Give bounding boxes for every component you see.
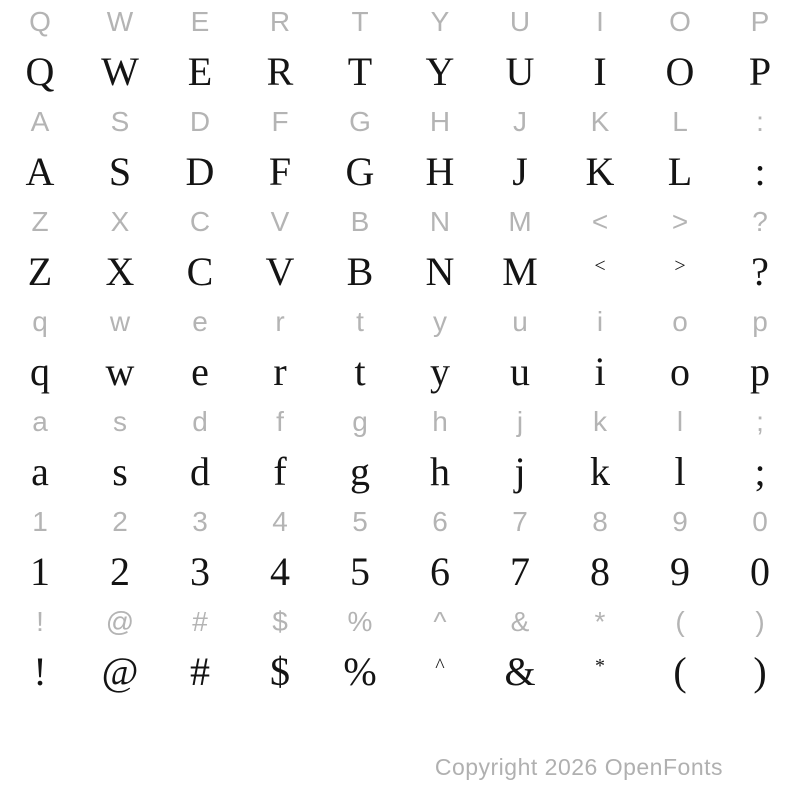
glyph-cell: r bbox=[275, 306, 285, 337]
glyph-cell: A bbox=[30, 106, 50, 137]
glyph-cell: T bbox=[351, 6, 369, 37]
glyph-cell: < bbox=[591, 206, 609, 237]
glyph-cell: ; bbox=[756, 406, 764, 437]
glyph-cell: J bbox=[512, 149, 528, 194]
glyph-cell: y bbox=[433, 306, 447, 337]
glyph-cell: 0 bbox=[750, 549, 770, 594]
glyph-cell: D bbox=[185, 149, 215, 194]
glyph-cell: q bbox=[30, 349, 50, 394]
glyph-cell: f bbox=[273, 449, 287, 494]
glyph-cell: ( bbox=[675, 606, 685, 637]
glyph-cell: & bbox=[510, 606, 530, 637]
glyph-cell: O bbox=[665, 49, 695, 94]
glyph-cell: W bbox=[106, 6, 134, 37]
glyph-cell: a bbox=[31, 449, 49, 494]
glyph-cell: 3 bbox=[190, 549, 210, 594]
glyph-cell: ! bbox=[36, 606, 44, 637]
glyph-cell: @ bbox=[101, 649, 139, 694]
glyph-cell: ) bbox=[755, 606, 765, 637]
glyph-cell: I bbox=[596, 6, 604, 37]
glyph-cell: A bbox=[25, 149, 55, 194]
glyph-cell: $ bbox=[272, 606, 288, 637]
glyph-cell: 3 bbox=[192, 506, 208, 537]
glyph-cell: w bbox=[109, 306, 131, 337]
glyph-cell: o bbox=[670, 349, 690, 394]
glyph-cell: N bbox=[425, 249, 455, 294]
glyph-cell: a bbox=[32, 406, 48, 437]
glyph-cell: 2 bbox=[112, 506, 128, 537]
glyph-cell: N bbox=[429, 206, 451, 237]
glyph-cell: j bbox=[516, 406, 524, 437]
glyph-cell: R bbox=[266, 49, 294, 94]
specimen-row bbox=[0, 344, 800, 400]
glyph-cell: p bbox=[752, 306, 768, 337]
glyph-cell: 5 bbox=[352, 506, 368, 537]
glyph-cell: q bbox=[32, 306, 48, 337]
glyph-cell: t bbox=[354, 349, 366, 394]
glyph-cell: Z bbox=[27, 249, 53, 294]
glyph-cell: Z bbox=[31, 206, 49, 237]
glyph-cell: j bbox=[514, 449, 526, 494]
glyph-cell: % bbox=[347, 606, 373, 637]
glyph-cell: s bbox=[113, 406, 127, 437]
glyph-cell: k bbox=[593, 406, 607, 437]
glyph-cell: 1 bbox=[32, 506, 48, 537]
copyright-notice: Copyright 2026 OpenFonts bbox=[434, 754, 723, 780]
glyph-cell: Y bbox=[425, 49, 455, 94]
glyph-cell: 7 bbox=[512, 506, 528, 537]
glyph-cell: I bbox=[593, 49, 607, 94]
glyph-cell: ? bbox=[751, 249, 769, 294]
glyph-cell: T bbox=[347, 49, 373, 94]
glyph-cell: k bbox=[590, 449, 610, 494]
specimen-row bbox=[0, 44, 800, 100]
glyph-cell: s bbox=[112, 449, 128, 494]
glyph-cell: e bbox=[192, 306, 208, 337]
reference-row bbox=[0, 400, 800, 444]
glyph-cell: O bbox=[669, 6, 691, 37]
glyph-cell: 5 bbox=[350, 549, 370, 594]
glyph-cell: i bbox=[594, 349, 606, 394]
glyph-cell: % bbox=[343, 649, 377, 694]
glyph-cell: * bbox=[595, 655, 605, 677]
glyph-cell: ( bbox=[673, 649, 687, 694]
glyph-cell: < bbox=[594, 255, 606, 277]
specimen-row bbox=[0, 244, 800, 300]
glyph-cell: : bbox=[756, 106, 764, 137]
glyph-cell: H bbox=[429, 106, 451, 137]
glyph-cell: 0 bbox=[752, 506, 768, 537]
specimen-row bbox=[0, 144, 800, 200]
glyph-cell: X bbox=[105, 249, 135, 294]
glyph-cell: B bbox=[346, 249, 374, 294]
glyph-cell: ? bbox=[752, 206, 768, 237]
glyph-cell: g bbox=[350, 449, 370, 494]
specimen-row bbox=[0, 444, 800, 500]
glyph-cell: R bbox=[269, 6, 291, 37]
glyph-cell: l bbox=[674, 449, 686, 494]
glyph-cell: ^ bbox=[435, 655, 445, 677]
glyph-cell: : bbox=[754, 149, 766, 194]
glyph-cell: h bbox=[432, 406, 448, 437]
reference-row bbox=[0, 300, 800, 344]
glyph-cell: C bbox=[186, 249, 214, 294]
specimen-row bbox=[0, 544, 800, 600]
glyph-cell: 8 bbox=[590, 549, 610, 594]
glyph-cell: g bbox=[352, 406, 368, 437]
glyph-cell: L bbox=[672, 106, 688, 137]
glyph-cell: d bbox=[192, 406, 208, 437]
glyph-cell: t bbox=[356, 306, 364, 337]
glyph-cell: h bbox=[430, 449, 450, 494]
glyph-cell: G bbox=[345, 149, 375, 194]
glyph-cell: Q bbox=[29, 6, 51, 37]
glyph-cell: S bbox=[110, 106, 130, 137]
glyph-cell: p bbox=[750, 349, 770, 394]
glyph-cell: V bbox=[270, 206, 290, 237]
glyph-cell: 7 bbox=[510, 549, 530, 594]
glyph-cell: H bbox=[425, 149, 455, 194]
specimen-row bbox=[0, 644, 800, 700]
glyph-cell: V bbox=[265, 249, 295, 294]
glyph-cell: M bbox=[502, 249, 538, 294]
glyph-cell: F bbox=[268, 149, 292, 194]
glyph-cell: @ bbox=[105, 606, 135, 637]
glyph-cell: L bbox=[667, 149, 693, 194]
glyph-cell: Q bbox=[25, 49, 55, 94]
glyph-cell: 1 bbox=[30, 549, 50, 594]
glyph-cell: 6 bbox=[432, 506, 448, 537]
glyph-cell: D bbox=[189, 106, 211, 137]
glyph-cell: G bbox=[349, 106, 371, 137]
glyph-cell: ! bbox=[33, 649, 47, 694]
glyph-cell: M bbox=[508, 206, 532, 237]
glyph-cell: i bbox=[596, 306, 604, 337]
glyph-cell: E bbox=[187, 49, 213, 94]
glyph-cell: X bbox=[110, 206, 130, 237]
glyph-cell: r bbox=[273, 349, 287, 394]
glyph-cell: J bbox=[513, 106, 527, 137]
glyph-cell: 2 bbox=[110, 549, 130, 594]
glyph-cell: C bbox=[189, 206, 211, 237]
glyph-cell: # bbox=[192, 606, 208, 637]
glyph-cell: f bbox=[276, 406, 284, 437]
glyph-cell: * bbox=[594, 606, 606, 637]
glyph-cell: o bbox=[672, 306, 688, 337]
reference-row bbox=[0, 0, 800, 44]
glyph-cell: y bbox=[430, 349, 450, 394]
glyph-cell: W bbox=[101, 49, 139, 94]
glyph-cell: U bbox=[509, 6, 531, 37]
glyph-cell: > bbox=[671, 206, 689, 237]
glyph-cell: P bbox=[748, 49, 772, 94]
glyph-cell: 8 bbox=[592, 506, 608, 537]
glyph-cell: ; bbox=[754, 449, 766, 494]
glyph-cell: e bbox=[191, 349, 209, 394]
glyph-cell: ) bbox=[753, 649, 767, 694]
glyph-cell: 9 bbox=[672, 506, 688, 537]
glyph-cell: E bbox=[190, 6, 210, 37]
reference-row bbox=[0, 100, 800, 144]
glyph-cell: B bbox=[350, 206, 370, 237]
glyph-cell: Y bbox=[430, 6, 450, 37]
glyph-cell: # bbox=[190, 649, 210, 694]
glyph-cell: $ bbox=[270, 649, 290, 694]
glyph-cell: w bbox=[105, 349, 135, 394]
glyph-cell: 9 bbox=[670, 549, 690, 594]
glyph-cell: K bbox=[585, 149, 615, 194]
glyph-cell: U bbox=[505, 49, 535, 94]
reference-row bbox=[0, 500, 800, 544]
glyph-cell: ^ bbox=[433, 606, 447, 637]
glyph-cell: 6 bbox=[430, 549, 450, 594]
glyph-cell: F bbox=[271, 106, 289, 137]
glyph-cell: d bbox=[190, 449, 210, 494]
glyph-cell: l bbox=[676, 406, 684, 437]
glyph-cell: 4 bbox=[270, 549, 290, 594]
glyph-cell: u bbox=[512, 306, 528, 337]
glyph-cell: S bbox=[108, 149, 132, 194]
glyph-cell: & bbox=[504, 649, 536, 694]
glyph-cell: K bbox=[590, 106, 610, 137]
glyph-cell: 4 bbox=[272, 506, 288, 537]
glyph-cell: P bbox=[750, 6, 770, 37]
glyph-cell: > bbox=[674, 255, 686, 277]
glyph-cell: u bbox=[510, 349, 530, 394]
